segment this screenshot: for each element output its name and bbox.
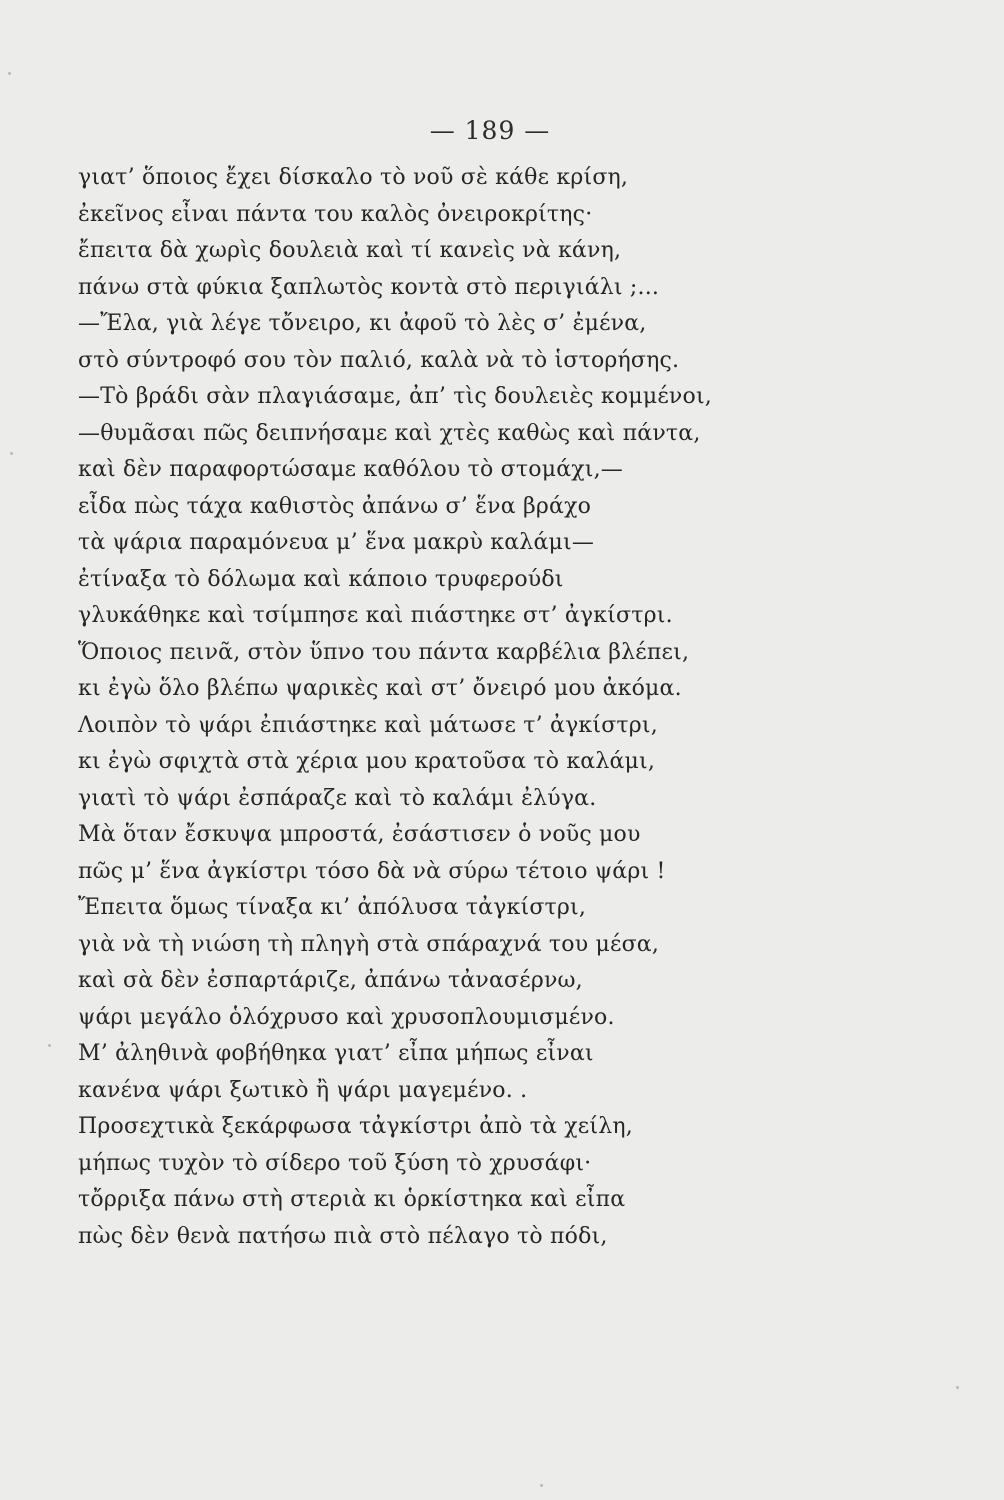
poem-line: Μ’ ἀληθινὰ φοβήθηκα γιατ’ εἶπα μήπως εἶναι	[78, 1041, 594, 1066]
poem-line: ψάρι μεγάλο ὁλόχρυσο καὶ χρυσοπλουμισμένο.	[78, 1004, 615, 1030]
paper-speck	[10, 452, 13, 455]
poem-line: Ὅποιος πεινᾶ, στὸν ὕπνο του πάντα καρβέλια βλέπει,	[78, 639, 690, 665]
poem-line: γιὰ νὰ τὴ νιώση τὴ πληγὴ στὰ σπάραχνά του μέσα,	[78, 931, 660, 957]
poem-line: Μὰ ὅταν ἔσκυψα μπροστά, ἐσάστισεν ὁ νοῦς μου	[78, 822, 641, 847]
poem-line: κανένα ψάρι ξωτικὸ ἢ ψάρι μαγεμένο. .	[78, 1077, 528, 1103]
poem-line: γιατὶ τὸ ψάρι ἐσπάραζε καὶ τὸ καλάμι ἐλύγα.	[78, 785, 597, 811]
poem-line: τὰ ψάρια παραμόνευα μ’ ἕνα μακρὺ καλάμι—	[78, 530, 595, 555]
poem-line: μήπως τυχὸν τὸ σίδερο τοῦ ξύση τὸ χρυσάφι·	[78, 1150, 592, 1176]
poem-line: τὄρριξα πάνω στὴ στεριὰ κι ὁρκίστηκα καὶ εἶπα	[78, 1187, 626, 1212]
poem-line: Προσεχτικὰ ξεκάρφωσα τἀγκίστρι ἀπὸ τὰ χείλη,	[78, 1114, 633, 1139]
poem-line: κι ἐγὼ ὅλο βλέπω ψαρικὲς καὶ στ’ ὄνειρό μου ἀκόμα.	[78, 676, 682, 701]
poem-line: πάνω στὰ φύκια ξαπλωτὸς κοντὰ στὸ περιγιάλι ;...	[78, 274, 660, 300]
poem-text	[78, 160, 798, 1255]
poem-line: γιατ’ ὅποιος ἔχει δίσκαλο τὸ νοῦ σὲ κάθε κρίση,	[78, 165, 629, 190]
poem-line: καὶ δὲν παραφορτώσαμε καθόλου τὸ στομάχι,—	[78, 457, 624, 482]
paper-speck	[8, 72, 11, 75]
poem-line: ἔπειτα δὰ χωρὶς δουλειὰ καὶ τί κανεὶς νὰ κάνη,	[78, 238, 622, 263]
paper-speck	[48, 1044, 51, 1047]
poem-line: —Τὸ βράδι σὰν πλαγιάσαμε, ἀπ’ τὶς δουλειὲς κομμένοι,	[78, 384, 712, 409]
page-number: — 189 —	[429, 116, 551, 145]
poem-line: πῶς μ’ ἕνα ἀγκίστρι τόσο δὰ νὰ σύρω τέτοιο ψάρι !	[78, 858, 666, 884]
paper-speck	[956, 1386, 959, 1389]
poem-line: κι ἐγὼ σφιχτὰ στὰ χέρια μου κρατοῦσα τὸ καλάμι,	[78, 749, 656, 774]
poem-line: ἐτίναξα τὸ δόλωμα καὶ κάποιο τρυφερούδι	[78, 566, 564, 592]
poem-line: Λοιπὸν τὸ ψάρι ἐπιάστηκε καὶ μάτωσε τ’ ἀγκίστρι,	[78, 712, 658, 738]
poem-line: γλυκάθηκε καὶ τσίμπησε καὶ πιάστηκε στ’ ἀγκίστρι.	[78, 603, 673, 628]
poem-line: καὶ σὰ δὲν ἐσπαρτάριζε, ἀπάνω τἀνασέρνω,	[78, 968, 583, 993]
poem-line: ἐκεῖνος εἶναι πάντα του καλὸς ὀνειροκρίτης·	[78, 201, 593, 227]
poem-line: εἶδα πὼς τάχα καθιστὸς ἀπάνω σ’ ἕνα βράχο	[78, 493, 592, 519]
poem-line: Ἔπειτα ὅμως τίναξα κι’ ἀπόλυσα τἀγκίστρι,	[78, 895, 587, 920]
poem-line: στὸ σύντροφό σου τὸν παλιό, καλὰ νὰ τὸ ἱστορήσης.	[78, 347, 680, 373]
poem-line: —Ἔλα, γιὰ λέγε τὄνειρο, κι ἀφοῦ τὸ λὲς σ’ ἐμένα,	[78, 311, 647, 336]
paper-speck	[540, 1484, 543, 1487]
poem-line: πὼς δὲν θενὰ πατήσω πιὰ στὸ πέλαγο τὸ πόδι,	[78, 1223, 608, 1249]
poem-line: —θυμᾶσαι πῶς δειπνήσαμε καὶ χτὲς καθὼς καὶ πάντα,	[78, 420, 701, 446]
